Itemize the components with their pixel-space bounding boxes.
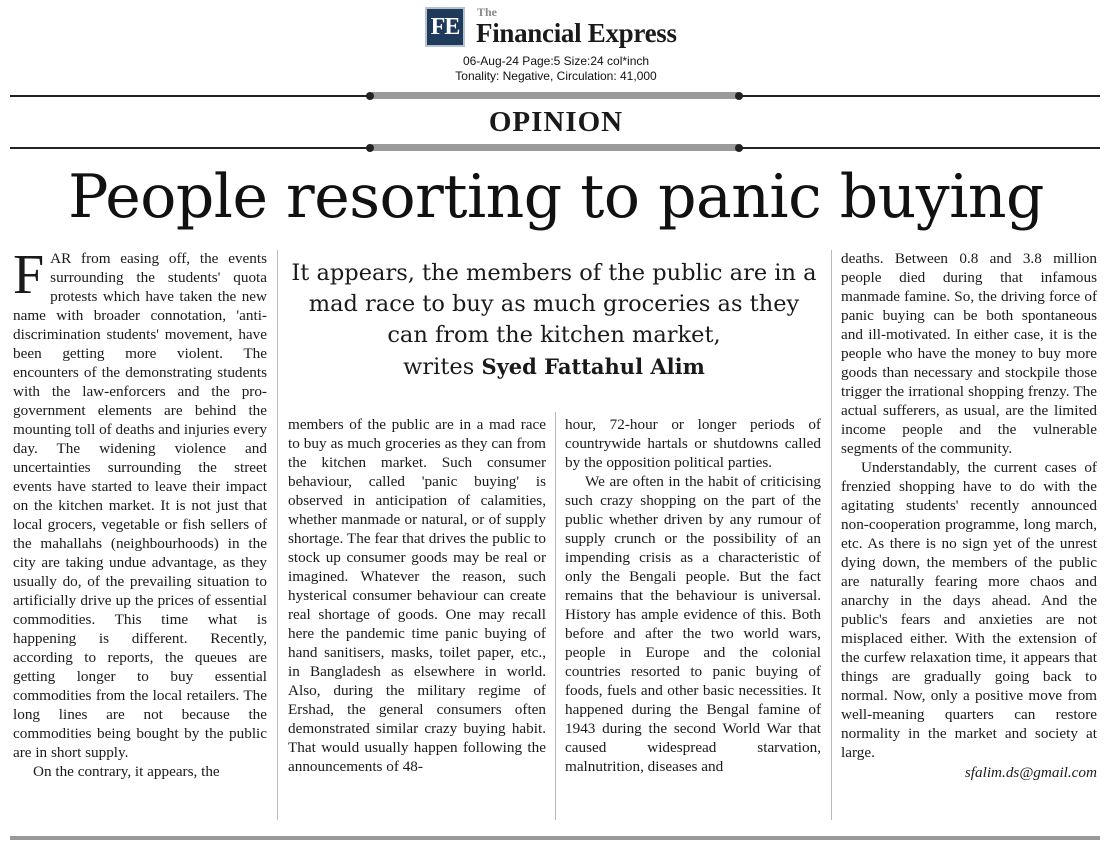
section-rule-top-center	[372, 92, 738, 99]
article-column-1	[13, 244, 267, 781]
section-label: OPINION	[488, 106, 624, 138]
paper-name: Financial Express	[476, 18, 677, 48]
section-rule-bottom-left	[10, 147, 370, 149]
paragraph-text: AR from easing off, the events surrounding the students' quota protests which have taken the new name with broader connotation, 'anti-discrimination students' movement, have been getting more violent. The encounters of the demonstrating students with the law-enforcers and the pro-government elements are behind the mounting toll of deaths and injuries every day. The widening violence and uncertainties surrounding the street events have started to leave their impact on the kitchen market. It is not just that local grocers, vegetable or fish sellers of the mahallahs (neighbourhoods) in the city are taking undue advantage, as they usually do, of the prevailing situation to artificially drive up the prices of essential commodities. This time what is happening is different. Recently, according to reports, the queues are getting longer to buy essential commodities from the local retailers. The long lines are not because the commodities being bought by the public are in short supply.	[13, 250, 267, 761]
paragraph	[13, 244, 267, 762]
paragraph: Understandably, the current cases of frenzied shopping have to do with the agitating students' recently announced non-cooperation programme, long march, etc. As there is no sign yet of the unrest dying down, the members of the public are naturally fearing more chaos and anarchy in the days ahead. And the public's fears and anxieties are not misplaced either. With the extension of the curfew relaxation time, it appears that things are gradually going back to normal. Now, only a positive move from well-meaning quarters can restore normality in the market and society at large.	[841, 459, 1097, 761]
rule-dot-bottom-right	[735, 144, 743, 152]
rule-dot-right	[735, 92, 743, 100]
author-email: sfalim.ds@gmail.com	[964, 764, 1097, 781]
fe-logo: FE	[425, 7, 465, 47]
paragraph: On the contrary, it appears, the	[33, 763, 220, 780]
headline: People resorting to panic buying	[68, 162, 1044, 232]
byline	[288, 351, 820, 383]
rule-dot-left	[366, 92, 374, 100]
paragraph: members of the public are in a mad race to buy as much groceries as they can from the kitchen market. Such consumer behaviour, called 'panic buying' is observed in anticipation of calamities, whether manmade or natural, or of supply shortage. The fear that drives the public to stock up consumer goods may be real or imagined. Whatever the reason, such hysterical consumer behaviour can create real shortage of goods. One may recall here the pandemic time panic buying of hand sanitisers, masks, toilet paper, etc., in Bangladesh as elsewhere in world. Also, during the military regime of Ershad, the general consumers often demonstrated similar crazy buying habit. That would usually happen following the announcements of 48-	[288, 416, 546, 775]
article-column-4	[841, 249, 1097, 782]
column-rule-1	[277, 250, 278, 820]
section-rule-bottom-right	[740, 147, 1100, 149]
rule-dot-bottom-left	[366, 144, 374, 152]
byline-author: Syed Fattahul Alim	[481, 354, 705, 379]
drop-cap: F	[13, 244, 45, 306]
paragraph: We are often in the habit of criticising such crazy shopping on the part of the public whether driven by any rumour of supply crunch or the possibility of an impending crisis as a characteristic of only the Bengali people. But the fact remains that the behaviour is universal. History has ample evidence of this. Both before and after the two world wars, people in Europe and the colonial countries resorted to panic buying of foods, fuels and other basic necessities. It happened during the Bengal famine of 1943 during the second World War that caused widespread starvation, malnutrition, diseases and	[565, 473, 821, 775]
byline-writes: writes	[403, 354, 475, 380]
column-rule-3	[831, 250, 832, 820]
article-column-2	[288, 415, 546, 776]
paragraph: hour, 72-hour or longer periods of countrywide hartals or shutdowns called by the opposition political parties.	[565, 416, 821, 471]
paper-the: The	[477, 5, 498, 19]
bottom-rule	[10, 836, 1100, 840]
standfirst-text: It appears, the members of the public are in a mad race to buy as much groceries as they can from the kitchen market,	[291, 260, 817, 348]
paragraph: deaths. Between 0.8 and 3.8 million people died during that infamous manmade famine. So, the driving force of panic buying can be both spontaneous and ill-motivated. In either case, it is the people who have the money to buy more goods than necessary and stockpile those trigger the irrational shopping frenzy. The actual sufferers, as usual, are the limited income people and the vulnerable segments of the community.	[841, 250, 1097, 457]
column-rule-2	[555, 412, 556, 820]
standfirst	[288, 258, 820, 383]
section-rule-top-right	[740, 95, 1100, 97]
section-rule-bottom-center	[372, 144, 738, 151]
article-column-3	[565, 415, 821, 776]
section-rule-top-left	[10, 95, 370, 97]
clip-meta-line-2: Tonality: Negative, Circulation: 41,000	[455, 69, 657, 83]
clip-meta-line-1: 06-Aug-24 Page:5 Size:24 col*inch	[462, 54, 650, 68]
